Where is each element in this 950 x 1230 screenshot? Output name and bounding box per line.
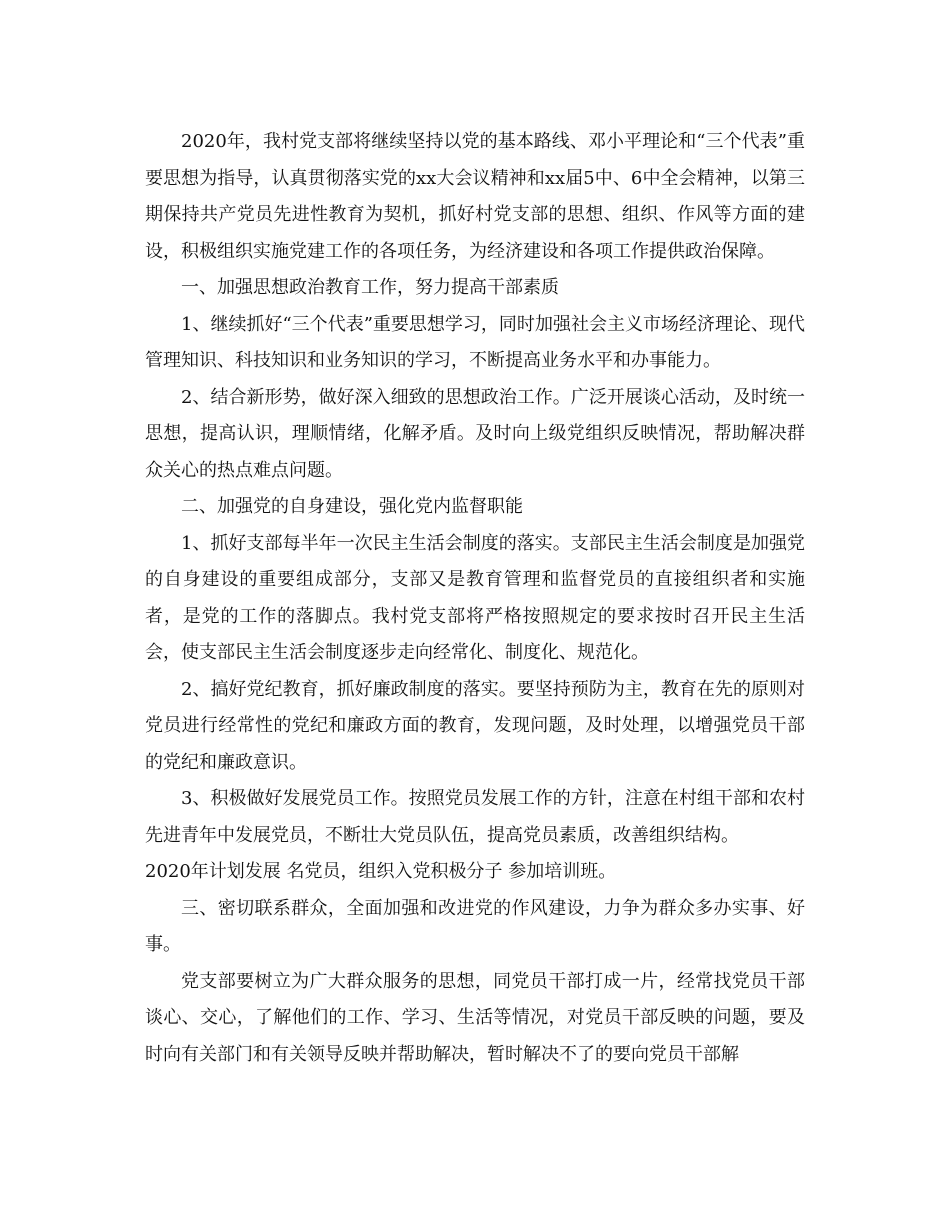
plan-line: 2020年计划发展 名党员，组织入党积极分子 参加培训班。 (145, 861, 617, 882)
intro-paragraph: 2020年，我村党支部将继续坚持以党的基本路线、邓小平理论和“三个代表”重要思想为指导，认真贯彻落实党的xx大会议精神和xx届5中、6中全会精神，以第三期保持共产党员先进性教育为契机，抓好村党支部的思想、组织、作风等方面的建设，积极组织实施党建工作的各项任务，为经济建设和各项工作提供政治保障。 (145, 131, 805, 262)
section-heading-3: 三、密切联系群众，全面加强和改进党的作风建设，力争为群众多办实事、好事。 (145, 897, 805, 955)
document-body (145, 124, 805, 1073)
body-paragraph-final: 党支部要树立为广大群众服务的思想，同党员干部打成一片，经常找党员干部谈心、交心，了解他们的工作、学习、生活等情况，对党员干部反映的问题，要及时向有关部门和有关领导反映并帮助解决，暂时解决不了的要向党员干部解 (145, 970, 805, 1065)
item-2-2-paragraph: 2、搞好党纪教育，抓好廉政制度的落实。要坚持预防为主，教育在先的原则对党员进行经常性的党纪和廉政方面的教育，发现问题，及时处理，以增强党员干部的党纪和廉政意识。 (145, 678, 805, 773)
section-heading-2: 二、加强党的自身建设，强化党内监督职能 (181, 496, 523, 517)
item-1-2-paragraph: 2、结合新形势，做好深入细致的思想政治工作。广泛开展谈心活动，及时统一思想，提高认识，理顺情绪，化解矛盾。及时向上级党组织反映情况，帮助解决群众关心的热点难点问题。 (145, 386, 805, 481)
item-2-1-paragraph: 1、抓好支部每半年一次民主生活会制度的落实。支部民主生活会制度是加强党的自身建设的重要组成部分，支部又是教育管理和监督党员的直接组织者和实施者，是党的工作的落脚点。我村党支部将严格按照规定的要求按时召开民主生活会，使支部民主生活会制度逐步走向经常化、制度化、规范化。 (145, 532, 805, 663)
item-1-1-paragraph: 1、继续抓好“三个代表”重要思想学习，同时加强社会主义市场经济理论、现代管理知识、科技知识和业务知识的学习，不断提高业务水平和办事能力。 (145, 313, 805, 371)
section-heading-1: 一、加强思想政治教育工作，努力提高干部素质 (181, 277, 559, 298)
item-2-3-paragraph: 3、积极做好发展党员工作。按照党员发展工作的方针，注意在村组干部和农村先进青年中发展党员，不断壮大党员队伍，提高党员素质，改善组织结构。 (145, 788, 805, 846)
